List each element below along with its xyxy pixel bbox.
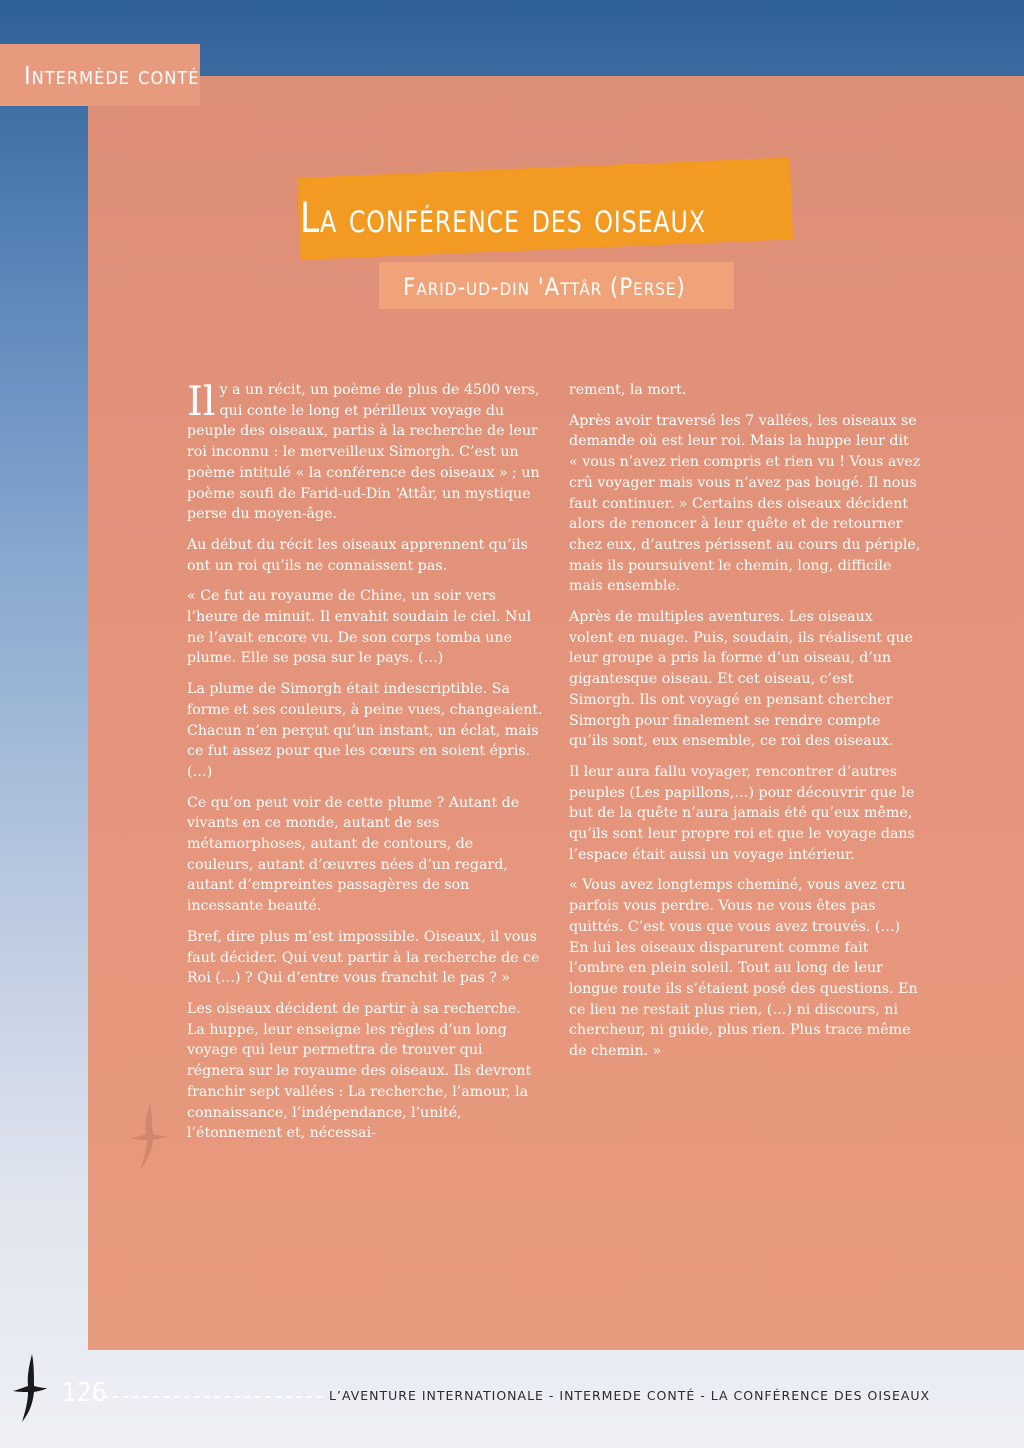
page-number: 126 [62,1378,107,1408]
paragraph: Les oiseaux décident de partir à sa recherche. La huppe, leur enseigne les règles d’un long voyage qui leur permettra de trouver qui régnera sur le royaume des oiseaux. Ils devront franchir sept vallées : La recherche, l’amour, la connaissance, l’indépendance, l’unité, l’étonnement et, nécessai- [187,1000,532,1142]
paragraph: Il leur aura fallu voyager, rencontrer d’autres peuples (Les papillons,…) pour découvrir que le but de la quête n’aura jamais été qu’eux même, qu’ils sont leur propre roi et que le voyage dans l’espace était aussi un voyage intérieur. [569,763,915,863]
paragraph [187,380,543,525]
dropcap: Il [187,379,216,425]
paragraph: rement, la mort. [569,382,687,398]
paragraph: « Ce fut au royaume de Chine, un soir vers l’heure de minuit. Il envahit soudain le ciel. Nul ne l’avait encore vu. De son corps tomba une plume. Elle se posa sur le pays. (…) [187,588,532,667]
right-column [569,380,921,1072]
paragraph: La plume de Simorgh était indescriptible. Sa forme et ses couleurs, à peine vues, changeaient. Chacun n’en perçut qu’un instant, un éclat, mais ce fut assez pour que les cœurs en soient épris. (…) [187,681,543,780]
bird-silhouette-icon [128,1100,170,1172]
paragraph: Ce qu’on peut voir de cette plume ? Autant de vivants en ce monde, autant de ses métamorphoses, autant de contours, de couleurs, autant d’œuvres nées d’un regard, autant d’empreintes passagères de son incessante beauté. [187,794,520,915]
paragraph-text: y a un récit, un poème de plus de 4500 vers, qui conte le long et périlleux voyage du peuple des oiseaux, partis à la recherche de leur roi inconnu : le merveilleux Simorgh. C’est un poème intitulé « la conférence des oiseaux » ; un poème soufi de Farid-ud-Din ‘Attâr, un mystique perse du moyen-âge. [187,382,540,523]
paragraph: Après de multiples aventures. Les oiseaux volent en nuage. Puis, soudain, ils réalisent que leur groupe a pris la forme d’un oiseau, d’un gigantesque oiseau. Et cet oiseau, c’est Simorgh. Ils ont voyagé en pensant chercher Simorgh pour finalement se rendre compte qu’ils sont, eux ensemble, ce roi des oiseaux. [569,609,914,750]
paragraph: Après avoir traversé les 7 vallées, les oiseaux se demande où est leur roi. Mais la huppe leur dit « vous n’avez rien compris et rien vu ! Vous avez crû voyager mais vous n’avez pas bougé. Il nous faut continuer. » Certains des oiseaux décident alors de renoncer à leur quête et de retourner chez eux, d’autres périssent au cours du périple, mais ils poursuivent le chemin, long, difficile mais ensemble. [569,412,921,595]
paragraph: « Vous avez longtemps cheminé, vous avez cru parfois vous perdre. Vous ne vous êtes pas quittés. C’est vous que vous avez trouvés. (…) En lui les oiseaux disparurent comme fait l’ombre en plein soleil. Tout au long de leur longue route ils s’étaient posé des questions. En ce lieu ne restait plus rien, (…) ni discours, ni chercheur, ni guide, plus rien. Plus trace même de chemin. » [569,877,918,1060]
footer-divider [92,1396,322,1398]
section-label: Intermède conté [0,44,200,106]
paragraph: Bref, dire plus m’est impossible. Oiseaux, il vous faut décider. Qui veut partir à la recherche de ce Roi (…) ? Qui d’entre vous franchit le pas ? » [187,928,540,987]
left-column [187,380,543,1154]
page-title: La conférence des oiseaux [300,193,706,242]
running-title: L’AVENTURE INTERNATIONALE - INTERMEDE CONTÉ - LA CONFÉRENCE DES OISEAUX [329,1388,931,1403]
footer-bird-icon [12,1354,48,1424]
paragraph: Au début du récit les oiseaux apprennent qu’ils ont un roi qu’ils ne connaissent pas. [187,536,528,574]
page-subtitle: Farid-ud-din 'Attâr (Perse) [403,273,686,301]
